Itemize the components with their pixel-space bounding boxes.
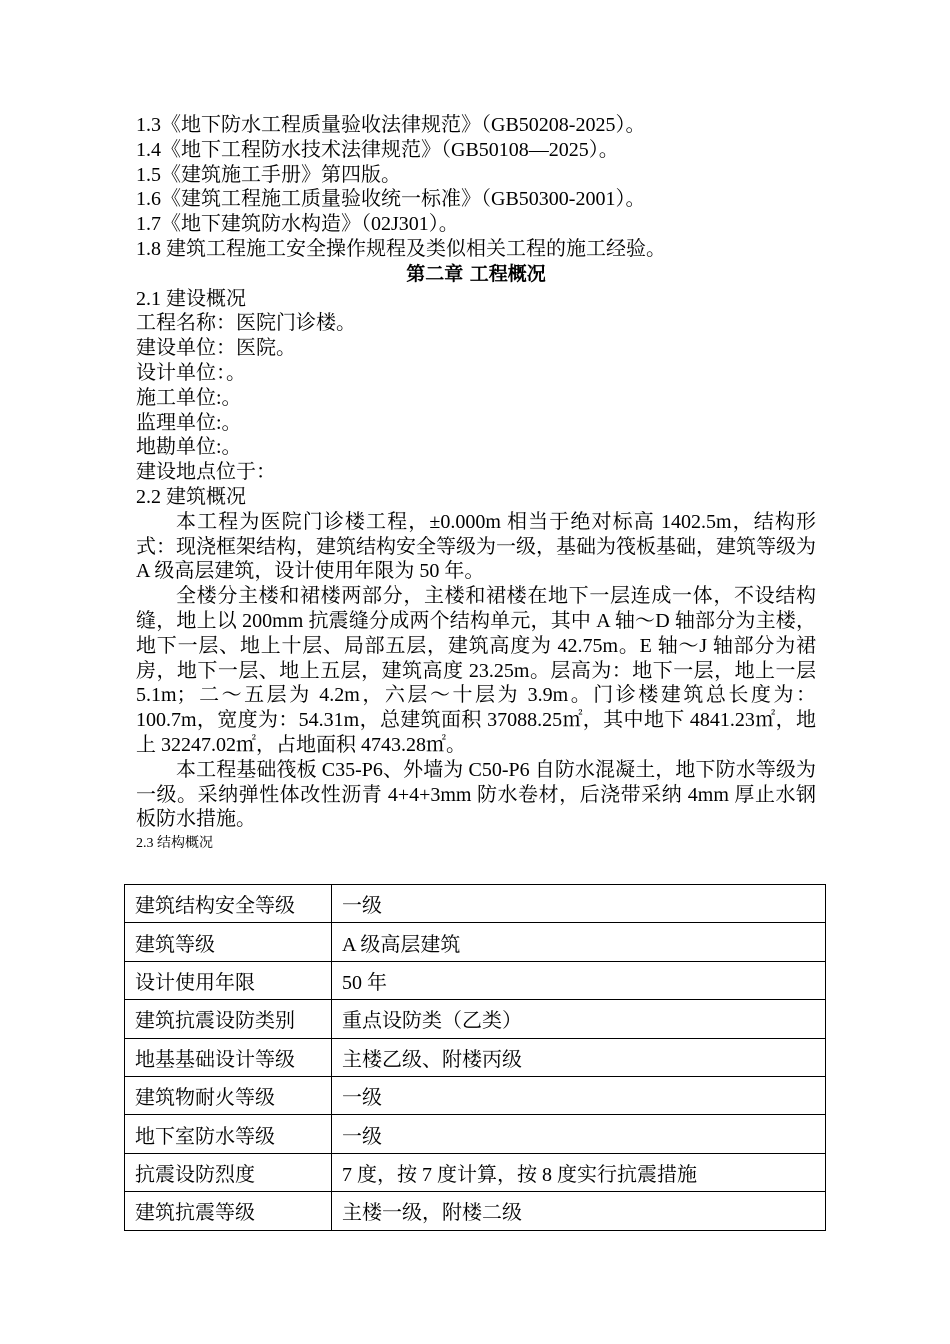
project-info-line: 建设单位：医院。	[136, 337, 296, 360]
reference-item: 1.7《地下建筑防水构造》（02J301）。	[136, 213, 459, 236]
table-value-cell: 一级	[332, 1115, 826, 1153]
table-row	[125, 1000, 826, 1038]
table-value-cell: 主楼一级，附楼二级	[332, 1192, 826, 1230]
table-key-cell: 建筑抗震设防类别	[125, 1000, 332, 1038]
table-row	[125, 1153, 826, 1191]
project-info-line: 设计单位：。	[136, 361, 246, 384]
table-key-cell: 地下室防水等级	[125, 1115, 332, 1153]
body-paragraph: 全楼分主楼和裙楼两部分，主楼和裙楼在地下一层连成一体，不设结构缝，地上以 200mm 抗震缝分成两个结构单元，其中 A 轴～D 轴部分为主楼，地下一层、地上十层、局部五层，建筑高度为 42.75m。E 轴～J 轴部分为裙房，地下一层、地上五层，建筑高度 23.25m。层高为：地下一层，地上一层 5.1m；二～五层为 4.2m，六层～十层为 3.9m。门诊楼建筑总长度为：100.7m，宽度为：54.31m，总建筑面积 37088.25㎡，其中地下 4841.23㎡，地上 32247.02㎡，占地面积 4743.28㎡。	[136, 585, 816, 756]
table-value-cell: 一级	[332, 885, 826, 923]
section-heading-2-1: 2.1 建设概况	[136, 287, 246, 310]
table-value-cell: 重点设防类（乙类）	[332, 1000, 826, 1038]
table-key-cell: 建筑结构安全等级	[125, 885, 332, 923]
table-key-cell: 建筑物耐火等级	[125, 1076, 332, 1114]
table-value-cell: 50 年	[332, 961, 826, 999]
table-value-cell: 一级	[332, 1076, 826, 1114]
project-info-line: 施工单位:。	[136, 386, 242, 409]
reference-item: 1.5《建筑施工手册》第四版。	[136, 163, 401, 186]
table-row	[125, 1115, 826, 1153]
table-row	[125, 1192, 826, 1230]
table-row	[125, 961, 826, 999]
body-paragraph: 本工程基础筏板 C35-P6、外墙为 C50-P6 自防水混凝土，地下防水等级为一级。采纳弹性体改性沥青 4+4+3mm 防水卷材，后浇带采纳 4mm 厚止水钢板防水措施。	[136, 758, 816, 831]
reference-item: 1.6《建筑工程施工质量验收统一标准》（GB50300-2001）。	[136, 188, 646, 211]
project-info-line: 监理单位:。	[136, 411, 242, 434]
table-key-cell: 地基基础设计等级	[125, 1038, 332, 1076]
table-value-cell: A 级高层建筑	[332, 923, 826, 961]
document-body	[136, 113, 816, 855]
reference-item: 1.8 建筑工程施工安全操作规程及类似相关工程的施工经验。	[136, 237, 666, 260]
table-key-cell: 抗震设防烈度	[125, 1153, 332, 1191]
table-row	[125, 1076, 826, 1114]
reference-item: 1.4《地下工程防水技术法律规范》（GB50108—2025）。	[136, 138, 619, 161]
table-row	[125, 923, 826, 961]
reference-item: 1.3《地下防水工程质量验收法律规范》（GB50208-2025）。	[136, 114, 646, 136]
project-info	[136, 311, 816, 485]
table-value-cell: 7 度，按 7 度计算，按 8 度实行抗震措施	[332, 1153, 826, 1191]
section-heading-2-3: 2.3 结构概况	[136, 836, 213, 852]
reference-list	[136, 113, 816, 262]
table-row	[125, 1038, 826, 1076]
table-key-cell: 建筑抗震等级	[125, 1192, 332, 1230]
body-paragraph: 本工程为医院门诊楼工程，±0.000m 相当于绝对标高 1402.5m，结构形式：现浇框架结构，建筑结构安全等级为一级，基础为筏板基础，建筑等级为 A 级高层建筑，设计使用年限为 50 年。	[136, 510, 816, 583]
structure-table	[124, 884, 826, 1231]
chapter-title: 第二章 工程概况	[406, 262, 546, 285]
table-key-cell: 设计使用年限	[125, 961, 332, 999]
table-value-cell: 主楼乙级、附楼丙级	[332, 1038, 826, 1076]
project-info-line: 地勘单位:。	[136, 436, 242, 459]
section-heading-2-2: 2.2 建筑概况	[136, 485, 246, 508]
table-row	[125, 885, 826, 923]
project-info-line: 建设地点位于：	[136, 461, 276, 484]
table-key-cell: 建筑等级	[125, 923, 332, 961]
project-info-line: 工程名称：医院门诊楼。	[136, 312, 356, 335]
